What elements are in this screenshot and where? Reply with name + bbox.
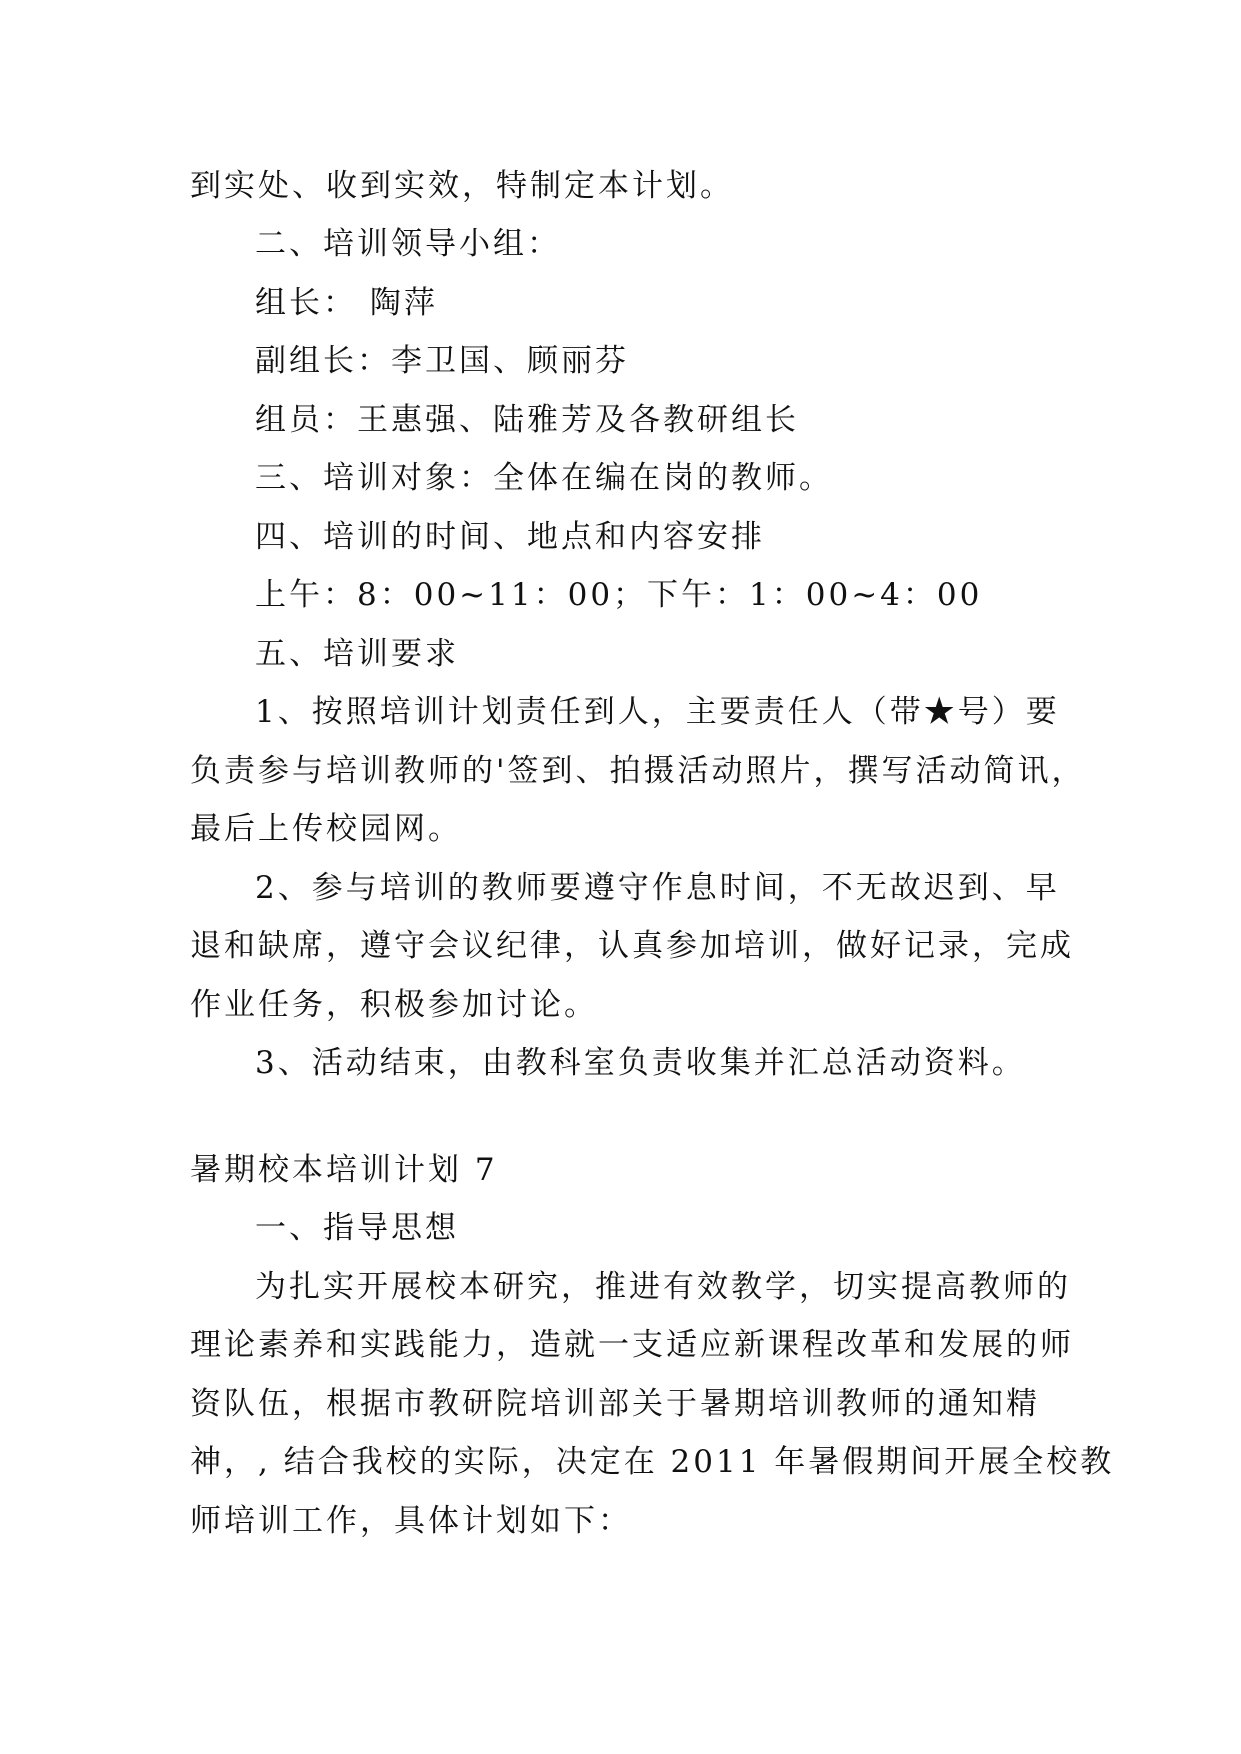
guiding-paragraph-line-1: 为扎实开展校本研究，推进有效教学，切实提高教师的 — [255, 1269, 1071, 1305]
guiding-paragraph-line-3: 资队伍，根据市教研院培训部关于暑期培训教师的通知精 — [190, 1386, 1040, 1422]
requirement-1-line-2: 负责参与培训教师的'签到、拍摄活动照片，撰写活动简讯， — [190, 753, 1086, 789]
deputy-leaders-line: 副组长：李卫国、顾丽芬 — [255, 343, 629, 379]
leader-line: 组长： 陶萍 — [255, 285, 438, 321]
continuation-line: 到实处、收到实效，特制定本计划。 — [190, 168, 734, 204]
section-heading-time-place-content: 四、培训的时间、地点和内容安排 — [255, 519, 765, 555]
requirement-2-line-1: 2、参与培训的教师要遵守作息时间，不无故迟到、早 — [255, 870, 1060, 906]
requirement-3-line: 3、活动结束，由教科室负责收集并汇总活动资料。 — [255, 1045, 1026, 1081]
guiding-paragraph-line-5: 师培训工作，具体计划如下： — [190, 1503, 632, 1539]
guiding-paragraph-line-4: 神，, 结合我校的实际，决定在 2011 年暑假期间开展全校教 — [190, 1444, 1115, 1480]
requirement-1-line-1: 1、按照培训计划责任到人，主要责任人（带★号）要 — [255, 694, 1060, 730]
requirement-2-line-3: 作业任务，积极参加讨论。 — [190, 987, 598, 1023]
section-heading-guiding-ideology: 一、指导思想 — [255, 1210, 459, 1246]
guiding-paragraph-line-2: 理论素养和实践能力，造就一支适应新课程改革和发展的师 — [190, 1327, 1074, 1363]
section-heading-leadership-group: 二、培训领导小组： — [255, 226, 561, 262]
schedule-line: 上午：8：00~11：00；下午：1：00~4：00 — [255, 577, 983, 613]
members-line: 组员：王惠强、陆雅芳及各教研组长 — [255, 402, 799, 438]
requirement-2-line-2: 退和缺席，遵守会议纪律，认真参加培训，做好记录，完成 — [190, 928, 1074, 964]
section-heading-requirements: 五、培训要求 — [255, 636, 459, 672]
plan-title: 暑期校本培训计划 7 — [190, 1152, 498, 1188]
requirement-1-line-3: 最后上传校园网。 — [190, 811, 462, 847]
section-training-audience: 三、培训对象：全体在编在岗的教师。 — [255, 460, 833, 496]
